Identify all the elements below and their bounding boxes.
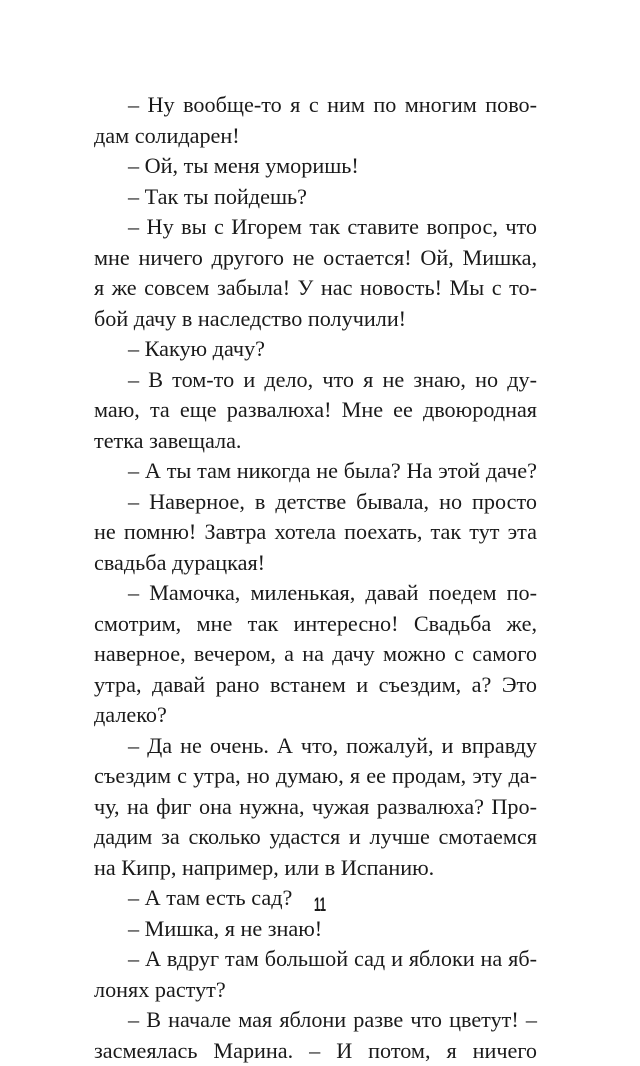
- text-line: маю, та еще развалюха! Мне ее двоюродная: [94, 395, 537, 426]
- text-line: – Ну вы с Игорем так ставите вопрос, что: [94, 212, 537, 243]
- text-line: наверное, вечером, а на дачу можно с самого: [94, 639, 537, 670]
- text-line: – В том-то и дело, что я не знаю, но ду-: [94, 365, 537, 396]
- text-line: засмеялась Марина. – И потом, я ничего: [94, 1036, 537, 1066]
- body-text: [94, 90, 537, 1066]
- text-line: не помню! Завтра хотела поехать, так тут эта: [94, 517, 537, 548]
- text-line: – Мамочка, миленькая, давай поедем по-: [94, 578, 537, 609]
- text-line: – Да не очень. А что, пожалуй, и вправду: [94, 731, 537, 762]
- text-line: лонях растут?: [94, 975, 537, 1006]
- text-line: на Кипр, например, или в Испанию.: [94, 853, 537, 884]
- text-line: – А вдруг там большой сад и яблоки на яб-: [94, 944, 537, 975]
- text-line: свадьба дурацкая!: [94, 548, 537, 579]
- text-line: дам солидарен!: [94, 121, 537, 152]
- text-line: бой дачу в наследство получили!: [94, 304, 537, 335]
- text-line: – В начале мая яблони разве что цветут! –: [94, 1005, 537, 1036]
- text-line: утра, давай рано встанем и съездим, а? Это: [94, 670, 537, 701]
- text-line: смотрим, мне так интересно! Свадьба же,: [94, 609, 537, 640]
- text-line: я же совсем забыла! У нас новость! Мы с то-: [94, 273, 537, 304]
- text-line: чу, на фиг она нужна, чужая развалюха? Про-: [94, 792, 537, 823]
- text-line: – Так ты пойдешь?: [94, 182, 537, 213]
- text-line: – Ой, ты меня уморишь!: [94, 151, 537, 182]
- text-line: съездим с утра, но думаю, я ее продам, эту да-: [94, 761, 537, 792]
- text-line: – А ты там никогда не была? На этой даче?: [94, 456, 537, 487]
- text-line: далеко?: [94, 700, 537, 731]
- text-line: тетка завещала.: [94, 426, 537, 457]
- text-line: – Какую дачу?: [94, 334, 537, 365]
- text-line: мне ничего другого не остается! Ой, Мишка,: [94, 243, 537, 274]
- text-line: – Ну вообще-то я с ним по многим пово-: [94, 90, 537, 121]
- page-number: 11: [128, 895, 512, 917]
- text-line: – А там есть сад?: [94, 883, 537, 914]
- text-line: дадим за сколько удастся и лучше смотаемся: [94, 822, 537, 853]
- text-line: – Мишка, я не знаю!: [94, 914, 537, 945]
- text-line: – Наверное, в детстве бывала, но просто: [94, 487, 537, 518]
